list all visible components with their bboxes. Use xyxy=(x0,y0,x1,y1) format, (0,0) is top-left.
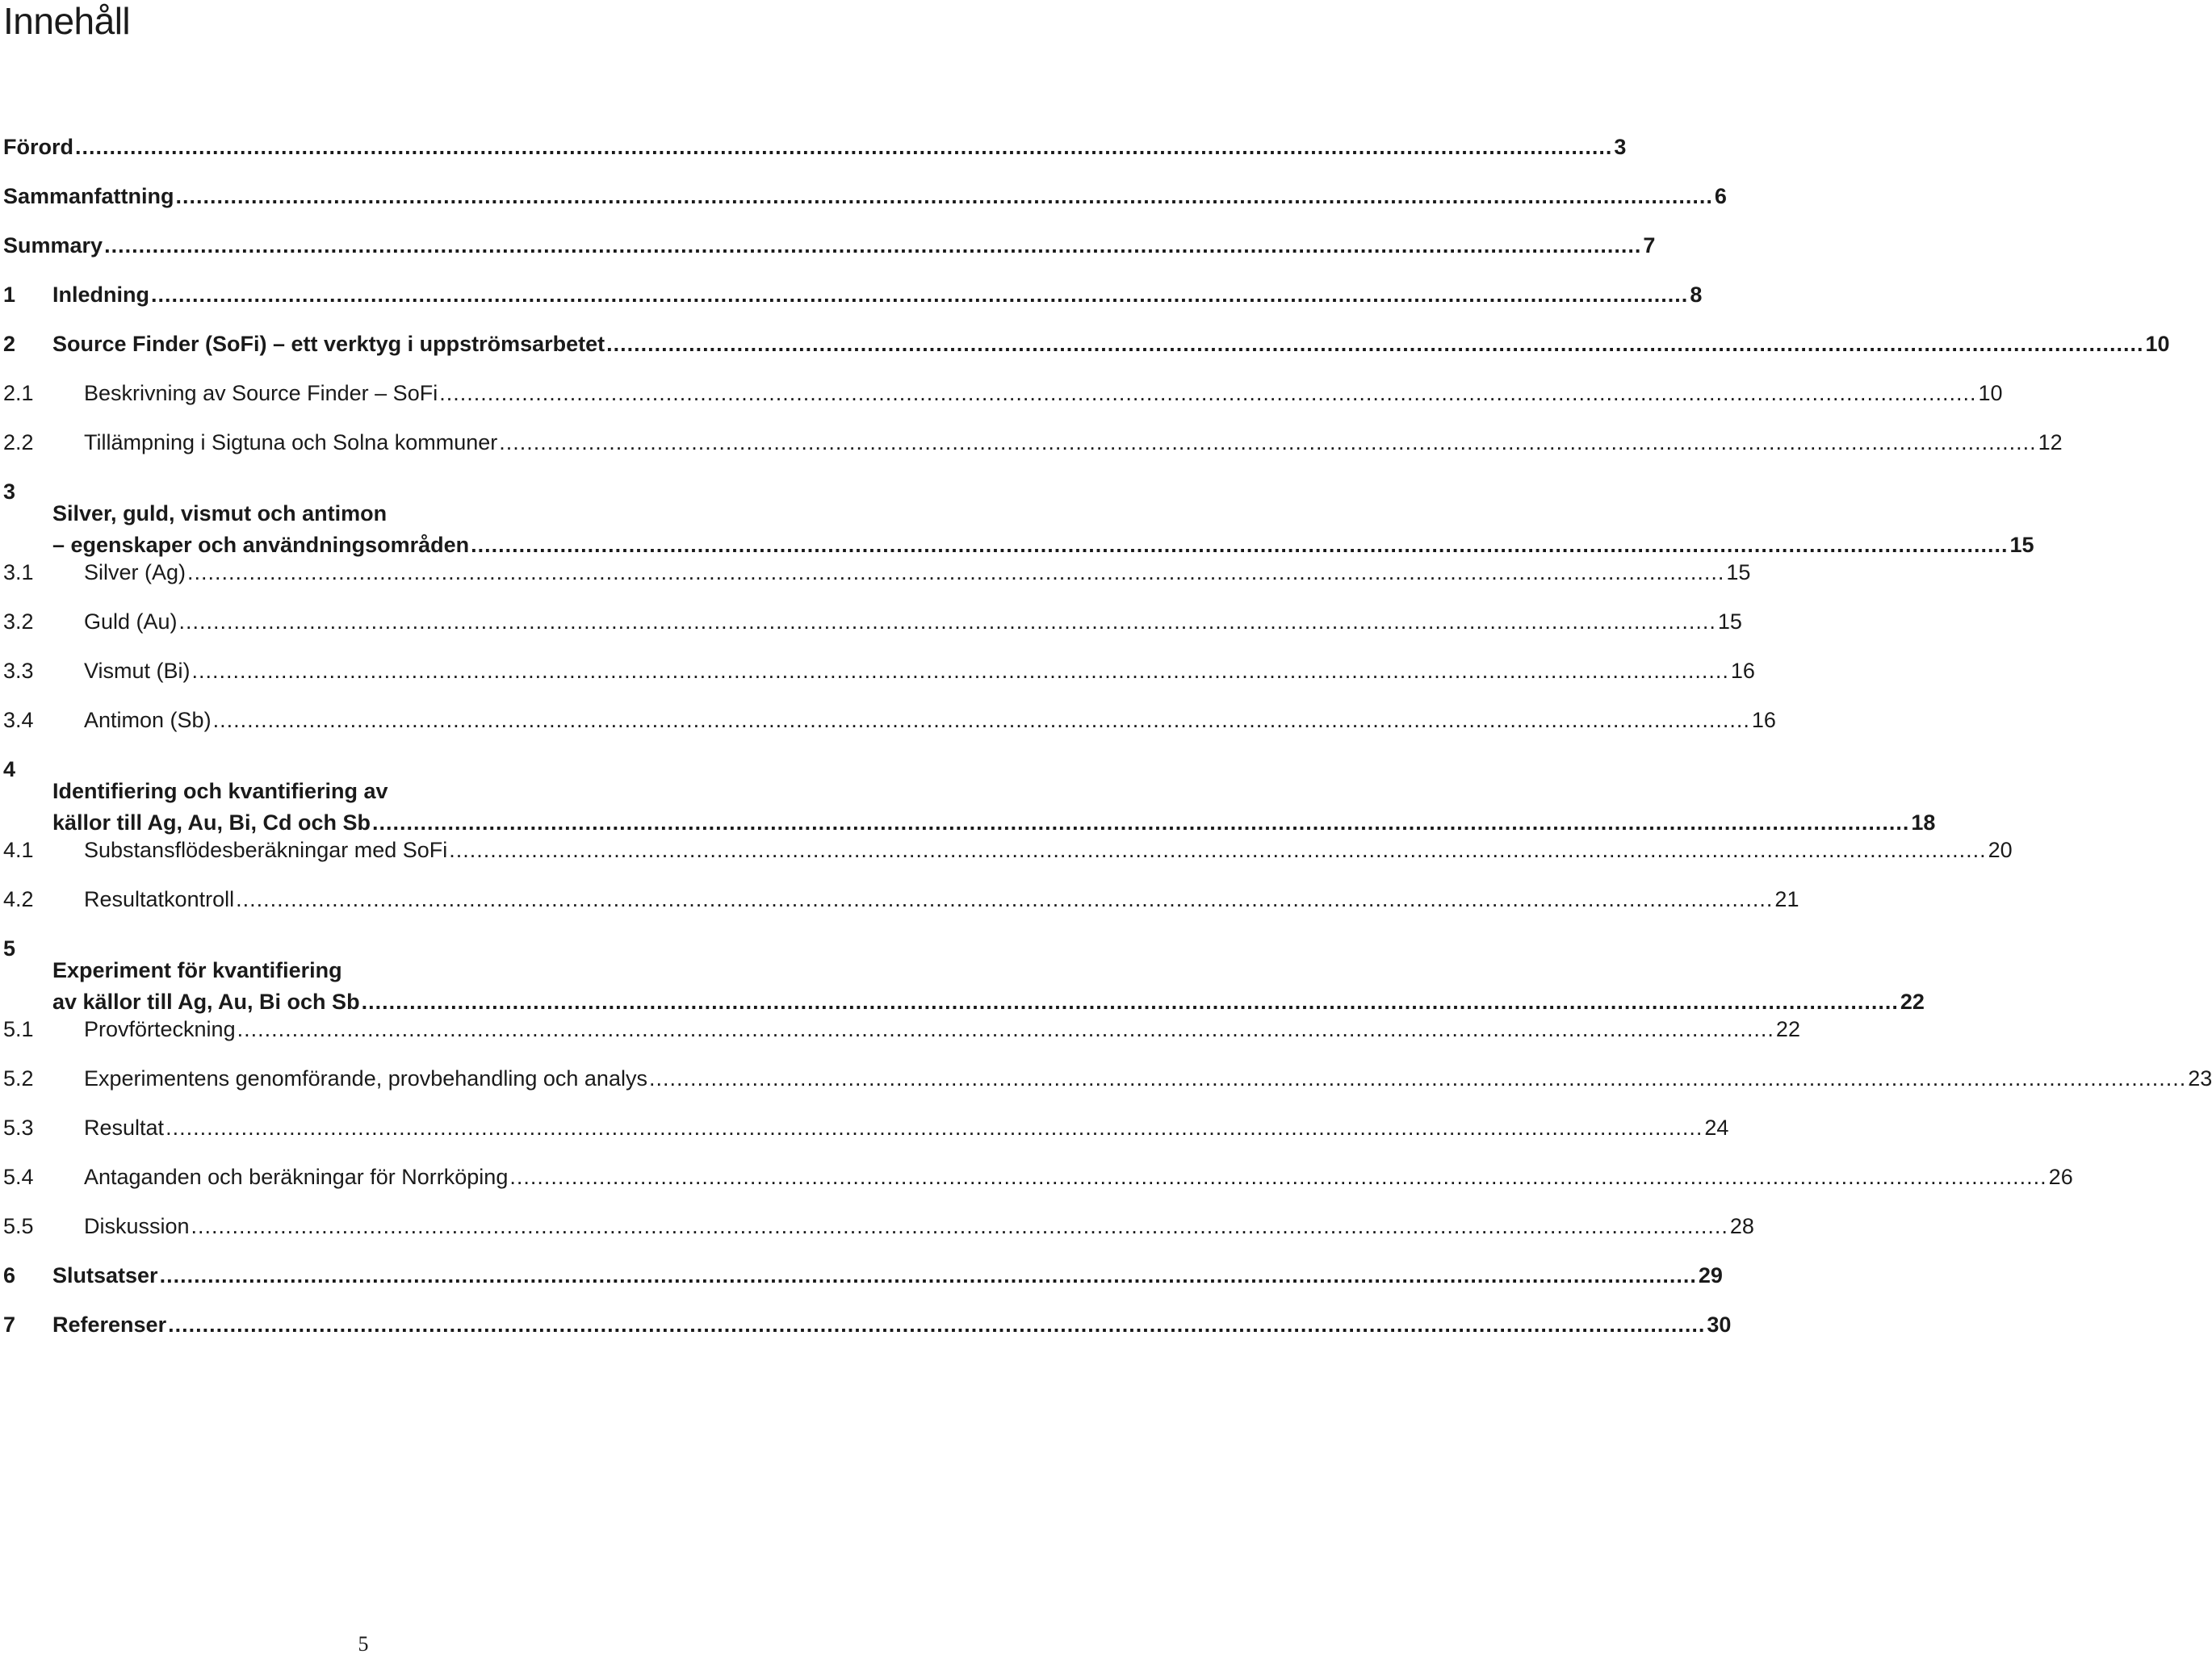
toc-entry-page: 21 xyxy=(1774,887,1799,911)
toc-entry-page: 15 xyxy=(2009,533,2034,557)
toc-entry-number: 4.1 xyxy=(3,838,34,862)
toc-entry-page: 18 xyxy=(1911,810,1936,835)
toc-entry-title-line1: Experiment för kvantifiering xyxy=(52,958,342,982)
toc-entry-page: 7 xyxy=(1643,233,1656,257)
toc-entry-5-2[interactable] xyxy=(3,1065,2212,1114)
toc-entry-summary[interactable] xyxy=(3,232,1656,281)
dot-leader xyxy=(191,1212,1728,1240)
dot-leader xyxy=(151,281,1688,308)
dot-leader xyxy=(179,608,1716,635)
toc-entry-1[interactable] xyxy=(3,281,1703,330)
toc-entry-title: Substansflödesberäkningar med SoFi xyxy=(84,838,448,862)
toc-entry-number: 4.2 xyxy=(3,887,34,911)
toc-entry-page: 29 xyxy=(1698,1263,1723,1287)
toc-entry-number: 5.2 xyxy=(3,1066,34,1091)
toc-entry-number: 6 xyxy=(3,1263,16,1287)
toc-entry-title-line1: Identifiering och kvantifiering av xyxy=(52,779,388,803)
page-number: 5 xyxy=(358,1632,369,1656)
toc-entry-title-line2: av källor till Ag, Au, Bi och Sb xyxy=(52,990,360,1014)
toc-entry-number: 2.1 xyxy=(3,381,34,405)
toc-entry-page: 6 xyxy=(1714,184,1727,208)
toc-entry-number: 5.4 xyxy=(3,1165,34,1189)
toc-entry-number: 3.4 xyxy=(3,708,34,732)
toc-entry-title: Provförteckning xyxy=(84,1017,236,1041)
toc-entry-title: Resultat xyxy=(84,1116,165,1140)
toc-entry-page: 26 xyxy=(2048,1165,2073,1189)
toc-entry-sammanfattning[interactable] xyxy=(3,182,1727,232)
toc-entry-4-2[interactable] xyxy=(3,886,1799,935)
table-of-contents xyxy=(3,133,2212,1360)
toc-entry-5-4[interactable] xyxy=(3,1163,2073,1212)
toc-entry-page: 30 xyxy=(1707,1313,1732,1337)
toc-entry-5-3[interactable] xyxy=(3,1114,1729,1163)
dot-leader xyxy=(213,706,1750,734)
dot-leader xyxy=(236,886,1773,913)
toc-entry-title: Guld (Au) xyxy=(84,609,178,634)
toc-entry-3-2[interactable] xyxy=(3,608,1742,657)
dot-leader xyxy=(176,182,1713,210)
dot-leader xyxy=(372,809,1909,836)
toc-entry-2-1[interactable] xyxy=(3,379,2003,429)
toc-entry-3-3[interactable] xyxy=(3,657,1755,706)
toc-entry-page: 24 xyxy=(1704,1116,1729,1140)
dot-leader xyxy=(439,379,1976,407)
toc-entry-page: 8 xyxy=(1690,283,1703,307)
toc-entry-page: 16 xyxy=(1751,708,1776,732)
toc-entry-page: 16 xyxy=(1730,659,1755,683)
toc-entry-number: 7 xyxy=(3,1313,16,1337)
toc-entry-6[interactable] xyxy=(3,1262,1723,1311)
toc-entry-3[interactable] xyxy=(3,478,2034,559)
toc-entry-number: 3.2 xyxy=(3,609,34,634)
toc-entry-number: 2 xyxy=(3,332,16,356)
toc-entry-page: 15 xyxy=(1717,609,1742,634)
dot-leader xyxy=(471,531,2008,559)
toc-entry-title: Experimentens genomförande, provbehandling och analys xyxy=(84,1066,647,1091)
dot-leader xyxy=(606,330,2143,358)
toc-entry-title: Referenser xyxy=(52,1313,167,1337)
toc-entry-number: 3.1 xyxy=(3,560,34,584)
toc-entry-number: 4 xyxy=(3,757,16,781)
toc-entry-title: Resultatkontroll xyxy=(84,887,235,911)
toc-entry-page: 20 xyxy=(1988,838,2013,862)
toc-entry-title: Förord xyxy=(3,135,73,159)
toc-entry-page: 10 xyxy=(2145,332,2170,356)
toc-entry-3-1[interactable] xyxy=(3,559,1751,608)
toc-entry-5[interactable] xyxy=(3,935,1925,1015)
toc-entry-number: 1 xyxy=(3,283,16,307)
toc-entry-4[interactable] xyxy=(3,756,1936,836)
toc-entry-4-1[interactable] xyxy=(3,836,2013,886)
toc-entry-title: Source Finder (SoFi) – ett verktyg i uppströmsarbetet xyxy=(52,332,605,356)
toc-entry-page: 12 xyxy=(2038,430,2063,454)
dot-leader xyxy=(192,657,1729,685)
dot-leader xyxy=(160,1262,1697,1289)
toc-entry-page: 28 xyxy=(1729,1214,1754,1238)
toc-entry-number: 2.2 xyxy=(3,430,34,454)
toc-entry-title: Tillämpning i Sigtuna och Solna kommuner xyxy=(84,430,498,454)
toc-entry-page: 15 xyxy=(1726,560,1751,584)
dot-leader xyxy=(362,988,1899,1015)
toc-entry-3-4[interactable] xyxy=(3,706,1776,756)
toc-entry-page: 10 xyxy=(1978,381,2003,405)
toc-entry-title: Beskrivning av Source Finder – SoFi xyxy=(84,381,438,405)
toc-entry-title: Summary xyxy=(3,233,103,257)
toc-entry-number: 5 xyxy=(3,936,16,961)
toc-entry-forord[interactable] xyxy=(3,133,1627,182)
toc-entry-number: 5.3 xyxy=(3,1116,34,1140)
toc-entry-title: Silver (Ag) xyxy=(84,560,186,584)
toc-entry-5-5[interactable] xyxy=(3,1212,1754,1262)
toc-entry-title-line2: källor till Ag, Au, Bi, Cd och Sb xyxy=(52,810,371,835)
toc-entry-title-line1: Silver, guld, vismut och antimon xyxy=(52,501,388,525)
toc-entry-title: Sammanfattning xyxy=(3,184,174,208)
toc-entry-title: Slutsatser xyxy=(52,1263,158,1287)
toc-entry-title: Antaganden och beräkningar för Norrköping xyxy=(84,1165,509,1189)
dot-leader xyxy=(449,836,1986,864)
toc-entry-number: 3 xyxy=(3,479,16,504)
dot-leader xyxy=(165,1114,1703,1141)
toc-entry-number: 5.1 xyxy=(3,1017,34,1041)
toc-entry-2[interactable] xyxy=(3,330,2170,379)
toc-entry-title: Antimon (Sb) xyxy=(84,708,212,732)
toc-entry-page: 22 xyxy=(1900,990,1925,1014)
toc-entry-number: 5.5 xyxy=(3,1214,34,1238)
toc-entry-title: Diskussion xyxy=(84,1214,190,1238)
toc-entry-number: 3.3 xyxy=(3,659,34,683)
toc-entry-title-line2: – egenskaper och användningsområden xyxy=(52,533,470,557)
toc-entry-5-1[interactable] xyxy=(3,1015,1800,1065)
toc-entry-page: 22 xyxy=(1775,1017,1800,1041)
dot-leader xyxy=(237,1015,1774,1043)
toc-entry-page: 23 xyxy=(2188,1066,2212,1091)
toc-entry-title: Vismut (Bi) xyxy=(84,659,191,683)
toc-entry-7[interactable] xyxy=(3,1311,1732,1360)
page-title: Innehåll xyxy=(3,0,131,42)
dot-leader xyxy=(509,1163,2047,1191)
dot-leader xyxy=(187,559,1724,586)
dot-leader xyxy=(649,1065,2186,1092)
dot-leader xyxy=(499,429,2036,456)
toc-entry-2-2[interactable] xyxy=(3,429,2063,478)
dot-leader xyxy=(104,232,1641,259)
toc-entry-title: Inledning xyxy=(52,283,149,307)
toc-entry-page: 3 xyxy=(1614,135,1627,159)
dot-leader xyxy=(168,1311,1705,1338)
dot-leader xyxy=(75,133,1612,161)
